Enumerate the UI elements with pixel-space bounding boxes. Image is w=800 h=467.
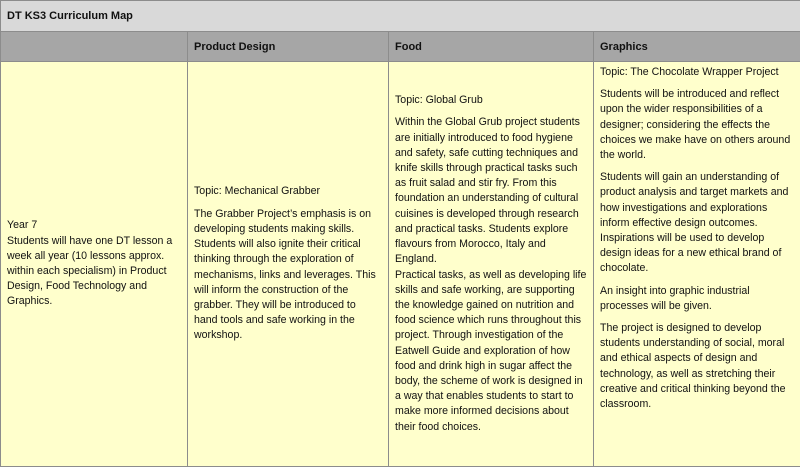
header-blank [1,32,188,62]
year-label: Year 7 [7,218,181,233]
graphics-cell [594,62,800,467]
header-row [1,32,800,62]
food-para-2: Practical tasks, as well as developing life skills and safe working, are supporting the knowledge gained on nutrition and food science which runs throughout this project. Through investigation of the Eatwell Guide and exploration of how food and drink high in sugar affect the body, the scheme of work is designed in a way that enables students to start to make more informed decisions about their food choices. [395,268,587,435]
product-design-cell [188,62,389,467]
header-graphics: Graphics [594,32,800,62]
table-title: DT KS3 Curriculum Map [1,1,800,32]
product-design-topic: Topic: Mechanical Grabber [194,184,382,199]
title-row [1,1,800,32]
year7-row [1,62,800,467]
food-topic: Topic: Global Grub [395,93,587,108]
food-para-1: Within the Global Grub project students are initially introduced to food hygiene and safety, safe cutting techniques and knife skills through practical tasks such as fruit salad and stir fry. From this foundation an understanding of cultural cuisines is developed through research and practical tasks. Students explore flavours from Morocco, Italy and England. [395,115,587,267]
year-cell [1,62,188,467]
food-cell [389,62,594,467]
product-design-body: The Grabber Project’s emphasis is on developing students making skills. Students will also ignite their critical thinking through the exploration of mechanisms, links and leverages. This will inform the construction of the grabber. They will be introduced to hand tools and safe working in the workshop. [194,207,382,344]
header-food: Food [389,32,594,62]
header-product-design: Product Design [188,32,389,62]
year-description: Students will have one DT lesson a week all year (10 lessons approx. within each specialism) in Product Design, Food Technology and Graphics. [7,234,181,310]
graphics-topic: Topic: The Chocolate Wrapper Project [600,65,794,80]
graphics-para-3: An insight into graphic industrial processes will be given. [600,284,794,314]
graphics-para-1: Students will be introduced and reflect upon the wider responsibilities of a designer; considering the effects the choices we make have on others around the world. [600,87,794,163]
graphics-para-2: Students will gain an understanding of product analysis and target markets and how investigations and explorations inform effective design outcomes. Inspirations will be used to develop design ideas for a new ethical brand of chocolate. [600,170,794,276]
graphics-para-4: The project is designed to develop students understanding of social, moral and ethical aspects of design and technology, as well as stretching their creative and critical thinking beyond the classroom. [600,321,794,412]
